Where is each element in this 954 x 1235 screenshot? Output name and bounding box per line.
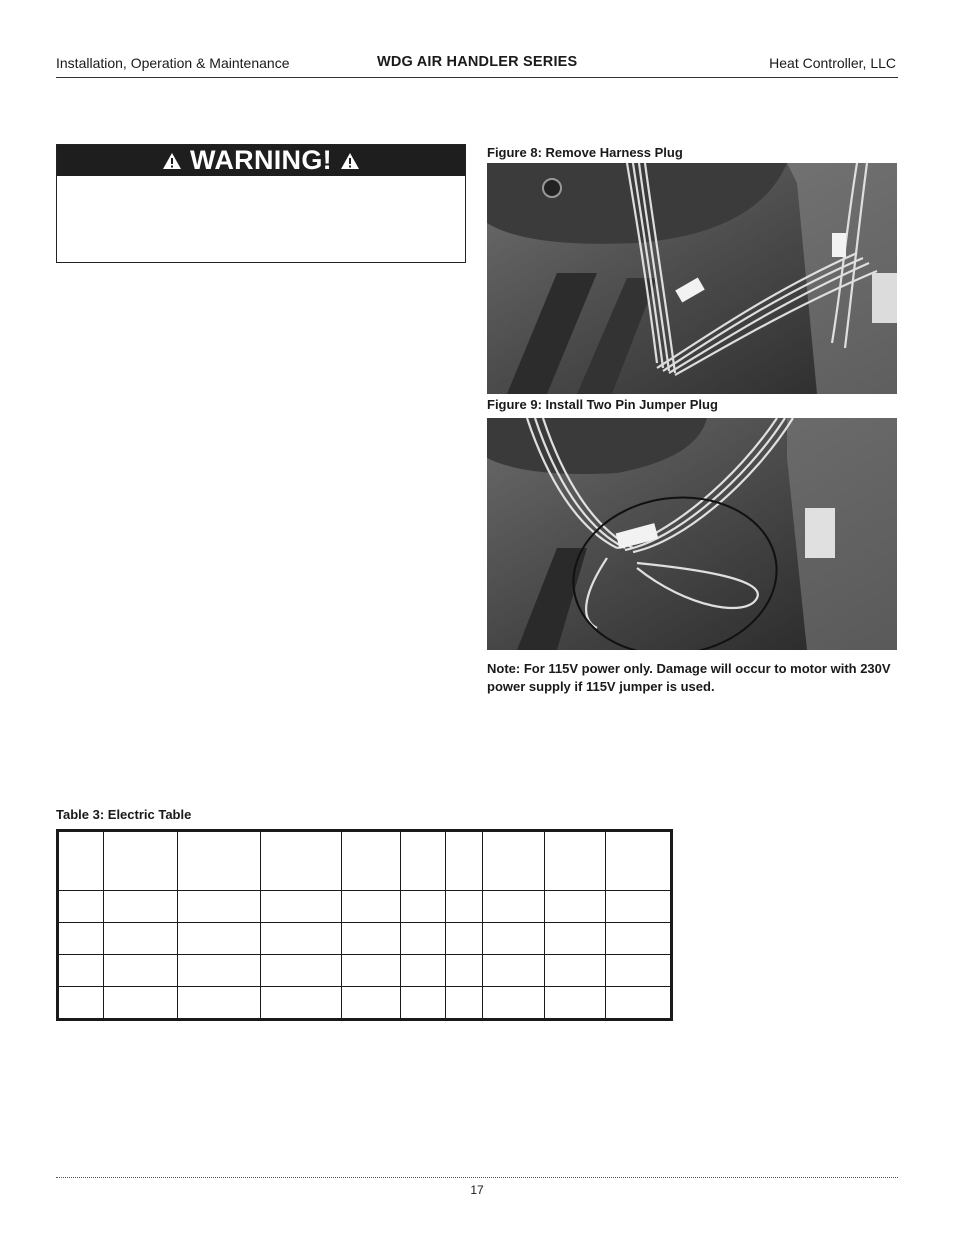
table-cell xyxy=(401,891,446,923)
table-cell xyxy=(446,891,483,923)
figure-9-caption: Figure 9: Install Two Pin Jumper Plug xyxy=(487,397,718,412)
table-cell xyxy=(545,987,606,1020)
table-3-caption: Table 3: Electric Table xyxy=(56,807,192,822)
jumper-note: Note: For 115V power only. Damage will occur to motor with 230V power supply if 115V jumper is used. xyxy=(487,661,891,694)
warning-box xyxy=(56,144,466,263)
table-row xyxy=(58,891,672,923)
table-cell xyxy=(401,923,446,955)
table-header-cell xyxy=(446,831,483,891)
warning-title-bar xyxy=(57,145,465,176)
table-cell xyxy=(606,955,672,987)
warning-triangle-icon xyxy=(162,152,182,170)
table-cell xyxy=(261,923,342,955)
table-cell xyxy=(104,955,178,987)
header-company: Heat Controller, LLC xyxy=(769,55,896,71)
table-cell xyxy=(401,987,446,1020)
table-cell xyxy=(58,987,104,1020)
table-cell xyxy=(606,923,672,955)
table-cell xyxy=(178,923,261,955)
table-cell xyxy=(58,955,104,987)
table-cell xyxy=(483,923,545,955)
table-cell xyxy=(261,891,342,923)
table-cell xyxy=(606,891,672,923)
table-cell xyxy=(606,987,672,1020)
electric-table xyxy=(56,829,673,1021)
table-cell xyxy=(261,987,342,1020)
table-cell xyxy=(401,955,446,987)
header-rule xyxy=(56,77,898,78)
table-row xyxy=(58,987,672,1020)
table-row xyxy=(58,923,672,955)
header-doc-type: Installation, Operation & Maintenance xyxy=(56,55,290,71)
warning-title: WARNING! xyxy=(190,145,332,175)
table-header-cell xyxy=(483,831,545,891)
table-cell xyxy=(545,923,606,955)
table-cell xyxy=(178,891,261,923)
table-cell xyxy=(58,891,104,923)
table-header-cell xyxy=(606,831,672,891)
header-series-title: WDG AIR HANDLER SERIES xyxy=(377,54,578,70)
table-header-cell xyxy=(342,831,401,891)
table-cell xyxy=(104,923,178,955)
table-header-cell xyxy=(178,831,261,891)
table-row xyxy=(58,955,672,987)
table-cell xyxy=(342,987,401,1020)
figure-9-photo xyxy=(487,418,897,650)
table-header-cell xyxy=(58,831,104,891)
table-cell xyxy=(261,955,342,987)
figure-8-photo xyxy=(487,163,897,394)
table-header-cell xyxy=(261,831,342,891)
page-number: 17 xyxy=(470,1183,484,1197)
table-cell xyxy=(342,955,401,987)
footer-rule xyxy=(56,1177,898,1178)
table-cell xyxy=(545,955,606,987)
table-cell xyxy=(178,955,261,987)
table-header-cell xyxy=(401,831,446,891)
table-header-row xyxy=(58,831,672,891)
figure-8-caption: Figure 8: Remove Harness Plug xyxy=(487,145,683,160)
table-cell xyxy=(483,891,545,923)
table-cell xyxy=(446,955,483,987)
table-cell xyxy=(104,891,178,923)
table-cell xyxy=(483,987,545,1020)
table-cell xyxy=(58,923,104,955)
table-cell xyxy=(342,891,401,923)
table-cell xyxy=(446,987,483,1020)
table-cell xyxy=(178,987,261,1020)
table-cell xyxy=(483,955,545,987)
warning-triangle-icon xyxy=(340,152,360,170)
table-cell xyxy=(342,923,401,955)
table-cell xyxy=(545,891,606,923)
table-cell xyxy=(104,987,178,1020)
table-header-cell xyxy=(545,831,606,891)
table-header-cell xyxy=(104,831,178,891)
table-cell xyxy=(446,923,483,955)
